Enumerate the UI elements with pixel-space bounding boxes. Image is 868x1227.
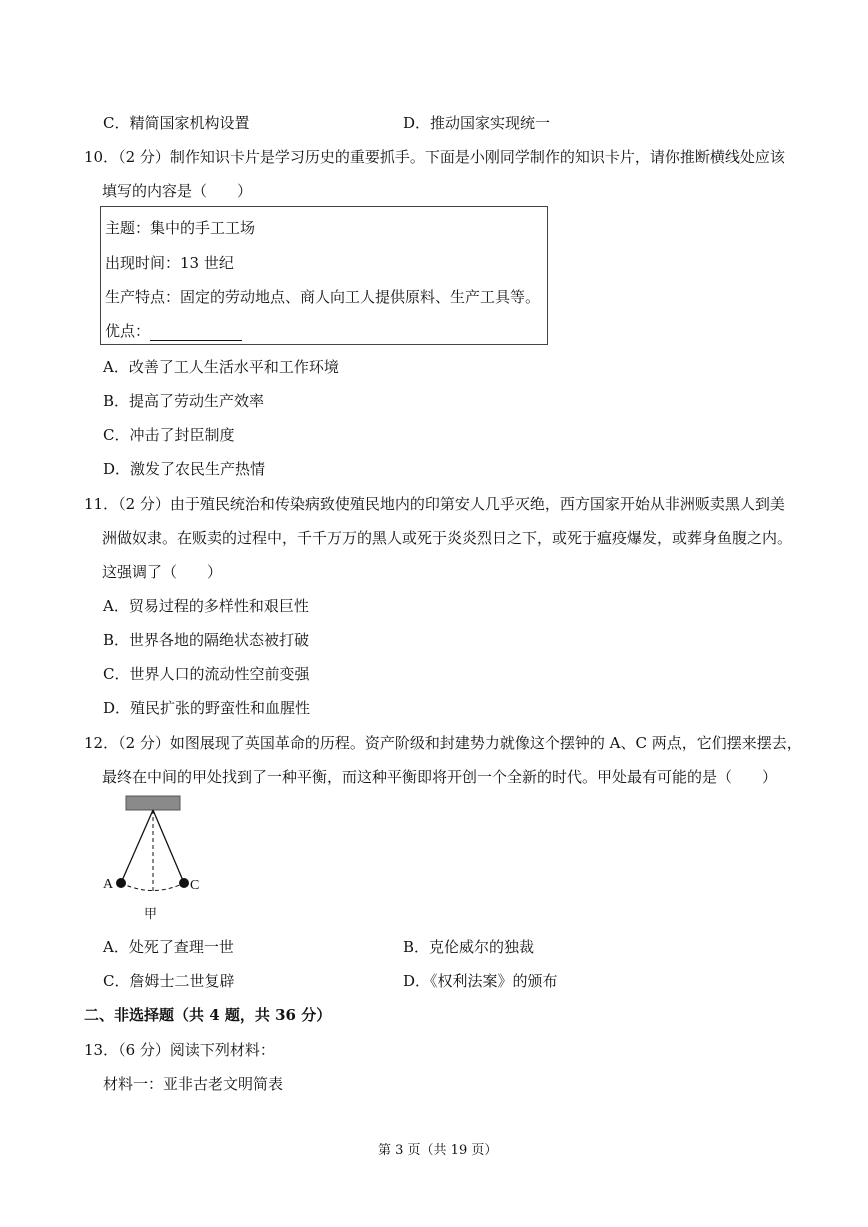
q9-option-d: D．推动国家实现统一 xyxy=(403,114,551,132)
pendulum-figure xyxy=(100,792,210,922)
label-c: C xyxy=(190,878,200,893)
q12-option-b: B．克伦威尔的独裁 xyxy=(403,938,535,956)
label-jia: 甲 xyxy=(144,907,158,922)
card-theme: 主题：集中的手工工场 xyxy=(105,219,256,237)
q11-option-c: C．世界人口的流动性空前变强 xyxy=(103,665,310,683)
q13-stem: 13．（6 分）阅读下列材料： xyxy=(84,1041,275,1059)
q11-stem-line3: 这强调了（ ） xyxy=(102,563,223,581)
q10-option-a: A．改善了工人生活水平和工作环境 xyxy=(103,358,339,376)
pendulum-bob-a xyxy=(116,878,126,888)
card-advantage xyxy=(105,320,242,341)
q12-option-a: A．处死了查理一世 xyxy=(103,938,234,956)
card-feature: 生产特点：固定的劳动地点、商人向工人提供原料、生产工具等。 xyxy=(105,288,541,306)
q10-option-c: C．冲击了封臣制度 xyxy=(103,426,235,444)
q10-stem-line1: 10．（2 分）制作知识卡片是学习历史的重要抓手。下面是小刚同学制作的知识卡片，请你推断横线处应该 xyxy=(84,148,785,166)
q12-option-c: C．詹姆士二世复辟 xyxy=(103,972,235,990)
q13-material1: 材料一：亚非古老文明简表 xyxy=(103,1075,284,1093)
q12-stem-line2: 最终在中间的甲处找到了一种平衡，而这种平衡即将开创一个全新的时代。甲处最有可能的是（ ） xyxy=(102,768,778,786)
section-heading: 二、非选择题（共 4 题，共 36 分） xyxy=(84,1006,332,1024)
knowledge-card xyxy=(100,206,548,345)
q10-option-d: D．激发了农民生产热情 xyxy=(103,460,266,478)
answer-blank xyxy=(150,325,242,341)
card-time: 出现时间：13 世纪 xyxy=(105,254,234,272)
q9-option-c: C．精简国家机构设置 xyxy=(103,114,250,132)
card-advantage-label: 优点： xyxy=(105,322,151,340)
q11-option-a: A．贸易过程的多样性和艰巨性 xyxy=(103,597,309,615)
q10-stem-line2: 填写的内容是（ ） xyxy=(102,182,253,200)
label-a: A xyxy=(103,877,114,892)
pendulum-string-a xyxy=(121,810,153,883)
pendulum-string-c xyxy=(153,810,184,883)
q12-stem-line1: 12．（2 分）如图展现了英国革命的历程。资产阶级和封建势力就像这个摆钟的 A、C 两点，它们摆来摆去， xyxy=(84,734,802,752)
pendulum-bob-c xyxy=(179,878,189,888)
page-number: 第 3 页（共 19 页） xyxy=(378,1143,498,1158)
q11-stem-line1: 11．（2 分）由于殖民统治和传染病致使殖民地内的印第安人几乎灭绝，西方国家开始从非洲贩卖黑人到美 xyxy=(84,495,785,513)
q12-option-d: D．《权利法案》的颁布 xyxy=(403,972,558,990)
q11-option-d: D．殖民扩张的野蛮性和血腥性 xyxy=(103,699,311,717)
q11-option-b: B．世界各地的隔绝状态被打破 xyxy=(103,631,310,649)
q11-stem-line2: 洲做奴隶。在贩卖的过程中，千千万万的黑人或死于炎炎烈日之下，或死于瘟疫爆发，或葬身鱼腹之内。 xyxy=(102,529,793,547)
q10-option-b: B．提高了劳动生产效率 xyxy=(103,392,265,410)
pendulum-mount xyxy=(126,796,180,810)
